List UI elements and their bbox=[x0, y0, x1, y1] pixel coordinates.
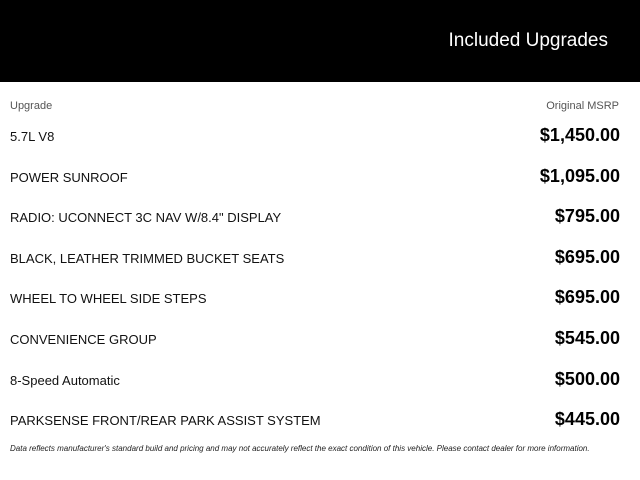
list-item bbox=[0, 237, 640, 278]
upgrade-price: $695.00 bbox=[554, 246, 620, 267]
upgrade-name: CONVENIENCE GROUP bbox=[10, 331, 157, 347]
upgrade-name: POWER SUNROOF bbox=[10, 169, 128, 185]
upgrade-name: BLACK, LEATHER TRIMMED BUCKET SEATS bbox=[10, 250, 285, 266]
list-item bbox=[0, 156, 640, 197]
upgrade-name: 8-Speed Automatic bbox=[10, 372, 120, 388]
upgrade-name: RADIO: UCONNECT 3C NAV W/8.4" DISPLAY bbox=[10, 210, 282, 226]
upgrade-price: $795.00 bbox=[554, 206, 620, 227]
upgrade-price: $545.00 bbox=[554, 327, 620, 348]
upgrade-price: $1,450.00 bbox=[539, 125, 620, 145]
upgrades-list bbox=[0, 115, 640, 440]
list-item bbox=[0, 399, 640, 440]
upgrade-price: $695.00 bbox=[554, 287, 620, 308]
upgrade-price: $1,095.00 bbox=[539, 165, 620, 186]
list-item bbox=[0, 318, 640, 359]
list-item bbox=[0, 196, 640, 237]
upgrade-name: PARKSENSE FRONT/REAR PARK ASSIST SYSTEM bbox=[10, 413, 321, 429]
disclaimer-text: Data reflects manufacturer's standard build and pricing and may not accurately reflect the exact condition of this vehicle. Please contact dealer for more information. bbox=[10, 444, 590, 453]
upgrade-price: $500.00 bbox=[554, 368, 620, 389]
list-item bbox=[0, 277, 640, 318]
list-item bbox=[0, 359, 640, 400]
upgrade-price: $445.00 bbox=[554, 409, 620, 430]
list-item bbox=[0, 115, 640, 156]
page-title: Included Upgrades bbox=[448, 30, 608, 51]
upgrade-name: 5.7L V8 bbox=[10, 129, 55, 144]
header-bar bbox=[0, 0, 640, 82]
column-header-upgrade: Upgrade bbox=[10, 100, 53, 112]
column-header-msrp: Original MSRP bbox=[546, 100, 619, 112]
upgrade-name: WHEEL TO WHEEL SIDE STEPS bbox=[10, 291, 207, 307]
